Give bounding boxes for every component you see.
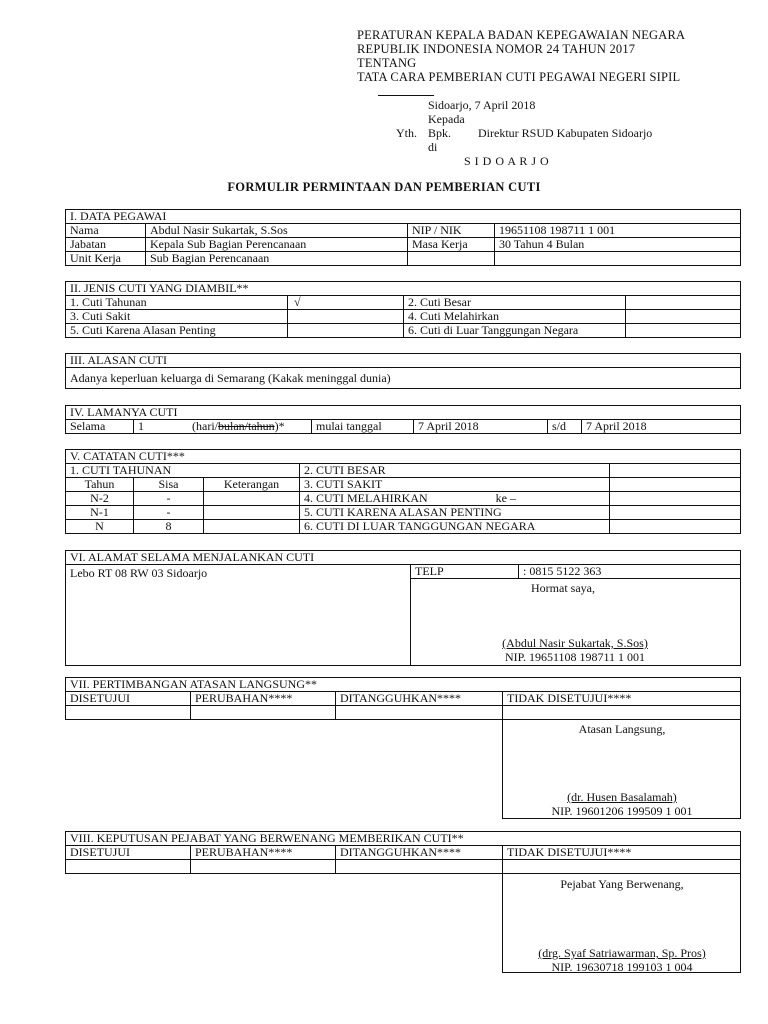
cuti-besar-label: 2. CUTI BESAR [300,464,610,478]
pejabat-name: (drg. Syaf Satriawarman, Sp. Pros) [538,946,706,960]
nip-value: 19651108 198711 1 001 [495,224,741,238]
jabatan-label: Jabatan [66,238,146,252]
tahun-n1: N-1 [66,506,134,520]
atasan-role: Atasan Langsung, [578,722,666,736]
section-alasan-cuti [65,353,741,389]
kepada-label: Kepada [428,112,465,126]
leave-check-box[interactable] [626,324,741,338]
cuti-sakit-label: 3. CUTI SAKIT [300,478,610,492]
decision-box[interactable] [503,860,741,874]
duration-value [134,420,312,434]
leave-check-box[interactable] [626,310,741,324]
decision-box[interactable] [191,706,336,720]
sisa-n1: - [134,506,204,520]
atasan-name: (dr. Husen Basalamah) [567,790,677,804]
checkmark[interactable]: √ [288,296,404,310]
reason-value: Adanya keperluan keluarga di Semarang (Kakak meninggal dunia) [66,368,741,389]
perubahan-label: PERUBAHAN**** [191,692,336,706]
leave-type-luar: 6. Cuti di Luar Tanggungan Negara [404,324,626,338]
start-date: 7 April 2018 [414,420,548,434]
header-line-3: TENTANG [357,56,417,70]
disetujui-label: DISETUJUI [66,846,191,860]
tidak-disetujui-label: TIDAK DISETUJUI**** [503,846,741,860]
tahun-n2: N-2 [66,492,134,506]
col-keterangan: Keterangan [204,478,300,492]
duration-count: 1 [138,419,144,433]
section-lamanya-cuti [65,405,741,434]
unit-kerja-value: Sub Bagian Perencanaan [146,252,408,266]
section-data-pegawai [65,209,741,266]
leave-type-tahunan: 1. Cuti Tahunan [66,296,288,310]
leave-check-box[interactable] [288,324,404,338]
masa-kerja-value: 30 Tahun 4 Bulan [495,238,741,252]
yth-label: Yth. [396,126,417,140]
leave-check-box[interactable] [288,310,404,324]
unit-kerja-label: Unit Kerja [66,252,146,266]
pejabat-nip: NIP. 19630718 199103 1 004 [551,960,693,974]
header-line-1: PERATURAN KEPALA BADAN KEPEGAWAIAN NEGARA [357,28,686,42]
disetujui-label: DISETUJUI [66,692,191,706]
regulation-header [357,28,685,84]
sisa-n2: - [134,492,204,506]
cuti-melahirkan-label [300,492,610,506]
ditangguhkan-label: DITANGGUHKAN**** [336,692,503,706]
telp-value: : 0815 5122 363 [519,565,741,579]
section-heading: III. ALASAN CUTI [66,354,741,368]
divider-mark [378,95,434,96]
leave-type-melahirkan: 4. Cuti Melahirkan [404,310,626,324]
section-heading: VIII. KEPUTUSAN PEJABAT YANG BERWENANG MEMBERIKAN CUTI** [66,832,741,846]
form-title: FORMULIR PERMINTAAN DAN PEMBERIAN CUTI [227,180,541,194]
col-tahun: Tahun [66,478,134,492]
pejabat-role: Pejabat Yang Berwenang, [560,877,684,891]
city: S I D O A R J O [464,154,550,168]
section-heading: V. CATATAN CUTI*** [66,450,741,464]
tahun-n: N [66,520,134,534]
duration-unit-prefix: (hari/ [192,419,218,433]
applicant-name: (Abdul Nasir Sukartak, S.Sos) [502,636,648,650]
telp-label: TELP [411,565,519,579]
col-sisa: Sisa [134,478,204,492]
applicant-nip: NIP. 19651108 198711 1 001 [504,650,646,664]
bpk-label: Bpk. [428,126,452,140]
section-heading: IV. LAMANYA CUTI [66,406,741,420]
nama-value: Abdul Nasir Sukartak, S.Sos [146,224,408,238]
ke-label: ke – [495,491,516,505]
recipient: Direktur RSUD Kabupaten Sidoarjo [478,126,653,140]
decision-box[interactable] [336,706,503,720]
cuti-melahirkan-text: 4. CUTI MELAHIRKAN [304,491,428,505]
sd-label: s/d [548,420,582,434]
header-line-4: TATA CARA PEMBERIAN CUTI PEGAWAI NEGERI SIPIL [357,70,681,84]
selama-label: Selama [66,420,134,434]
masa-kerja-label: Masa Kerja [408,238,495,252]
atasan-nip: NIP. 19601206 199509 1 001 [551,804,693,818]
leave-type-besar: 2. Cuti Besar [404,296,626,310]
sisa-n: 8 [134,520,204,534]
end-date: 7 April 2018 [582,420,741,434]
leave-type-sakit: 3. Cuti Sakit [66,310,288,324]
place-date: Sidoarjo, 7 April 2018 [428,98,536,112]
section-jenis-cuti [65,281,741,338]
address-value: Lebo RT 08 RW 03 Sidoarjo [66,565,411,666]
mulai-label: mulai tanggal [312,420,414,434]
header-line-2: REPUBLIK INDONESIA NOMOR 24 TAHUN 2017 [357,42,636,56]
duration-unit-strike: bulan/tahun [218,419,275,433]
section-heading: VI. ALAMAT SELAMA MENJALANKAN CUTI [66,551,741,565]
decision-box[interactable] [66,860,191,874]
signature-greeting: Hormat saya, [531,581,595,595]
cuti-tahunan-label: 1. CUTI TAHUNAN [66,464,300,478]
di-label: di [428,140,438,154]
cuti-penting-label: 5. CUTI KARENA ALASAN PENTING [300,506,610,520]
jabatan-value: Kepala Sub Bagian Perencanaan [146,238,408,252]
section-heading: II. JENIS CUTI YANG DIAMBIL** [66,282,741,296]
leave-type-penting: 5. Cuti Karena Alasan Penting [66,324,288,338]
section-heading: VII. PERTIMBANGAN ATASAN LANGSUNG** [66,678,741,692]
nama-label: Nama [66,224,146,238]
cuti-luar-label: 6. CUTI DI LUAR TANGGUNGAN NEGARA [300,520,610,534]
leave-check-box[interactable] [626,296,741,310]
duration-unit-suffix: )* [274,419,285,433]
decision-box[interactable] [66,706,191,720]
ditangguhkan-label: DITANGGUHKAN**** [336,846,503,860]
section-heading: I. DATA PEGAWAI [66,210,741,224]
perubahan-label: PERUBAHAN**** [191,846,336,860]
nip-label: NIP / NIK [408,224,495,238]
decision-box[interactable] [336,860,503,874]
decision-box[interactable] [503,706,741,720]
section-catatan-cuti [65,449,741,534]
decision-box[interactable] [191,860,336,874]
tidak-disetujui-label: TIDAK DISETUJUI**** [503,692,741,706]
